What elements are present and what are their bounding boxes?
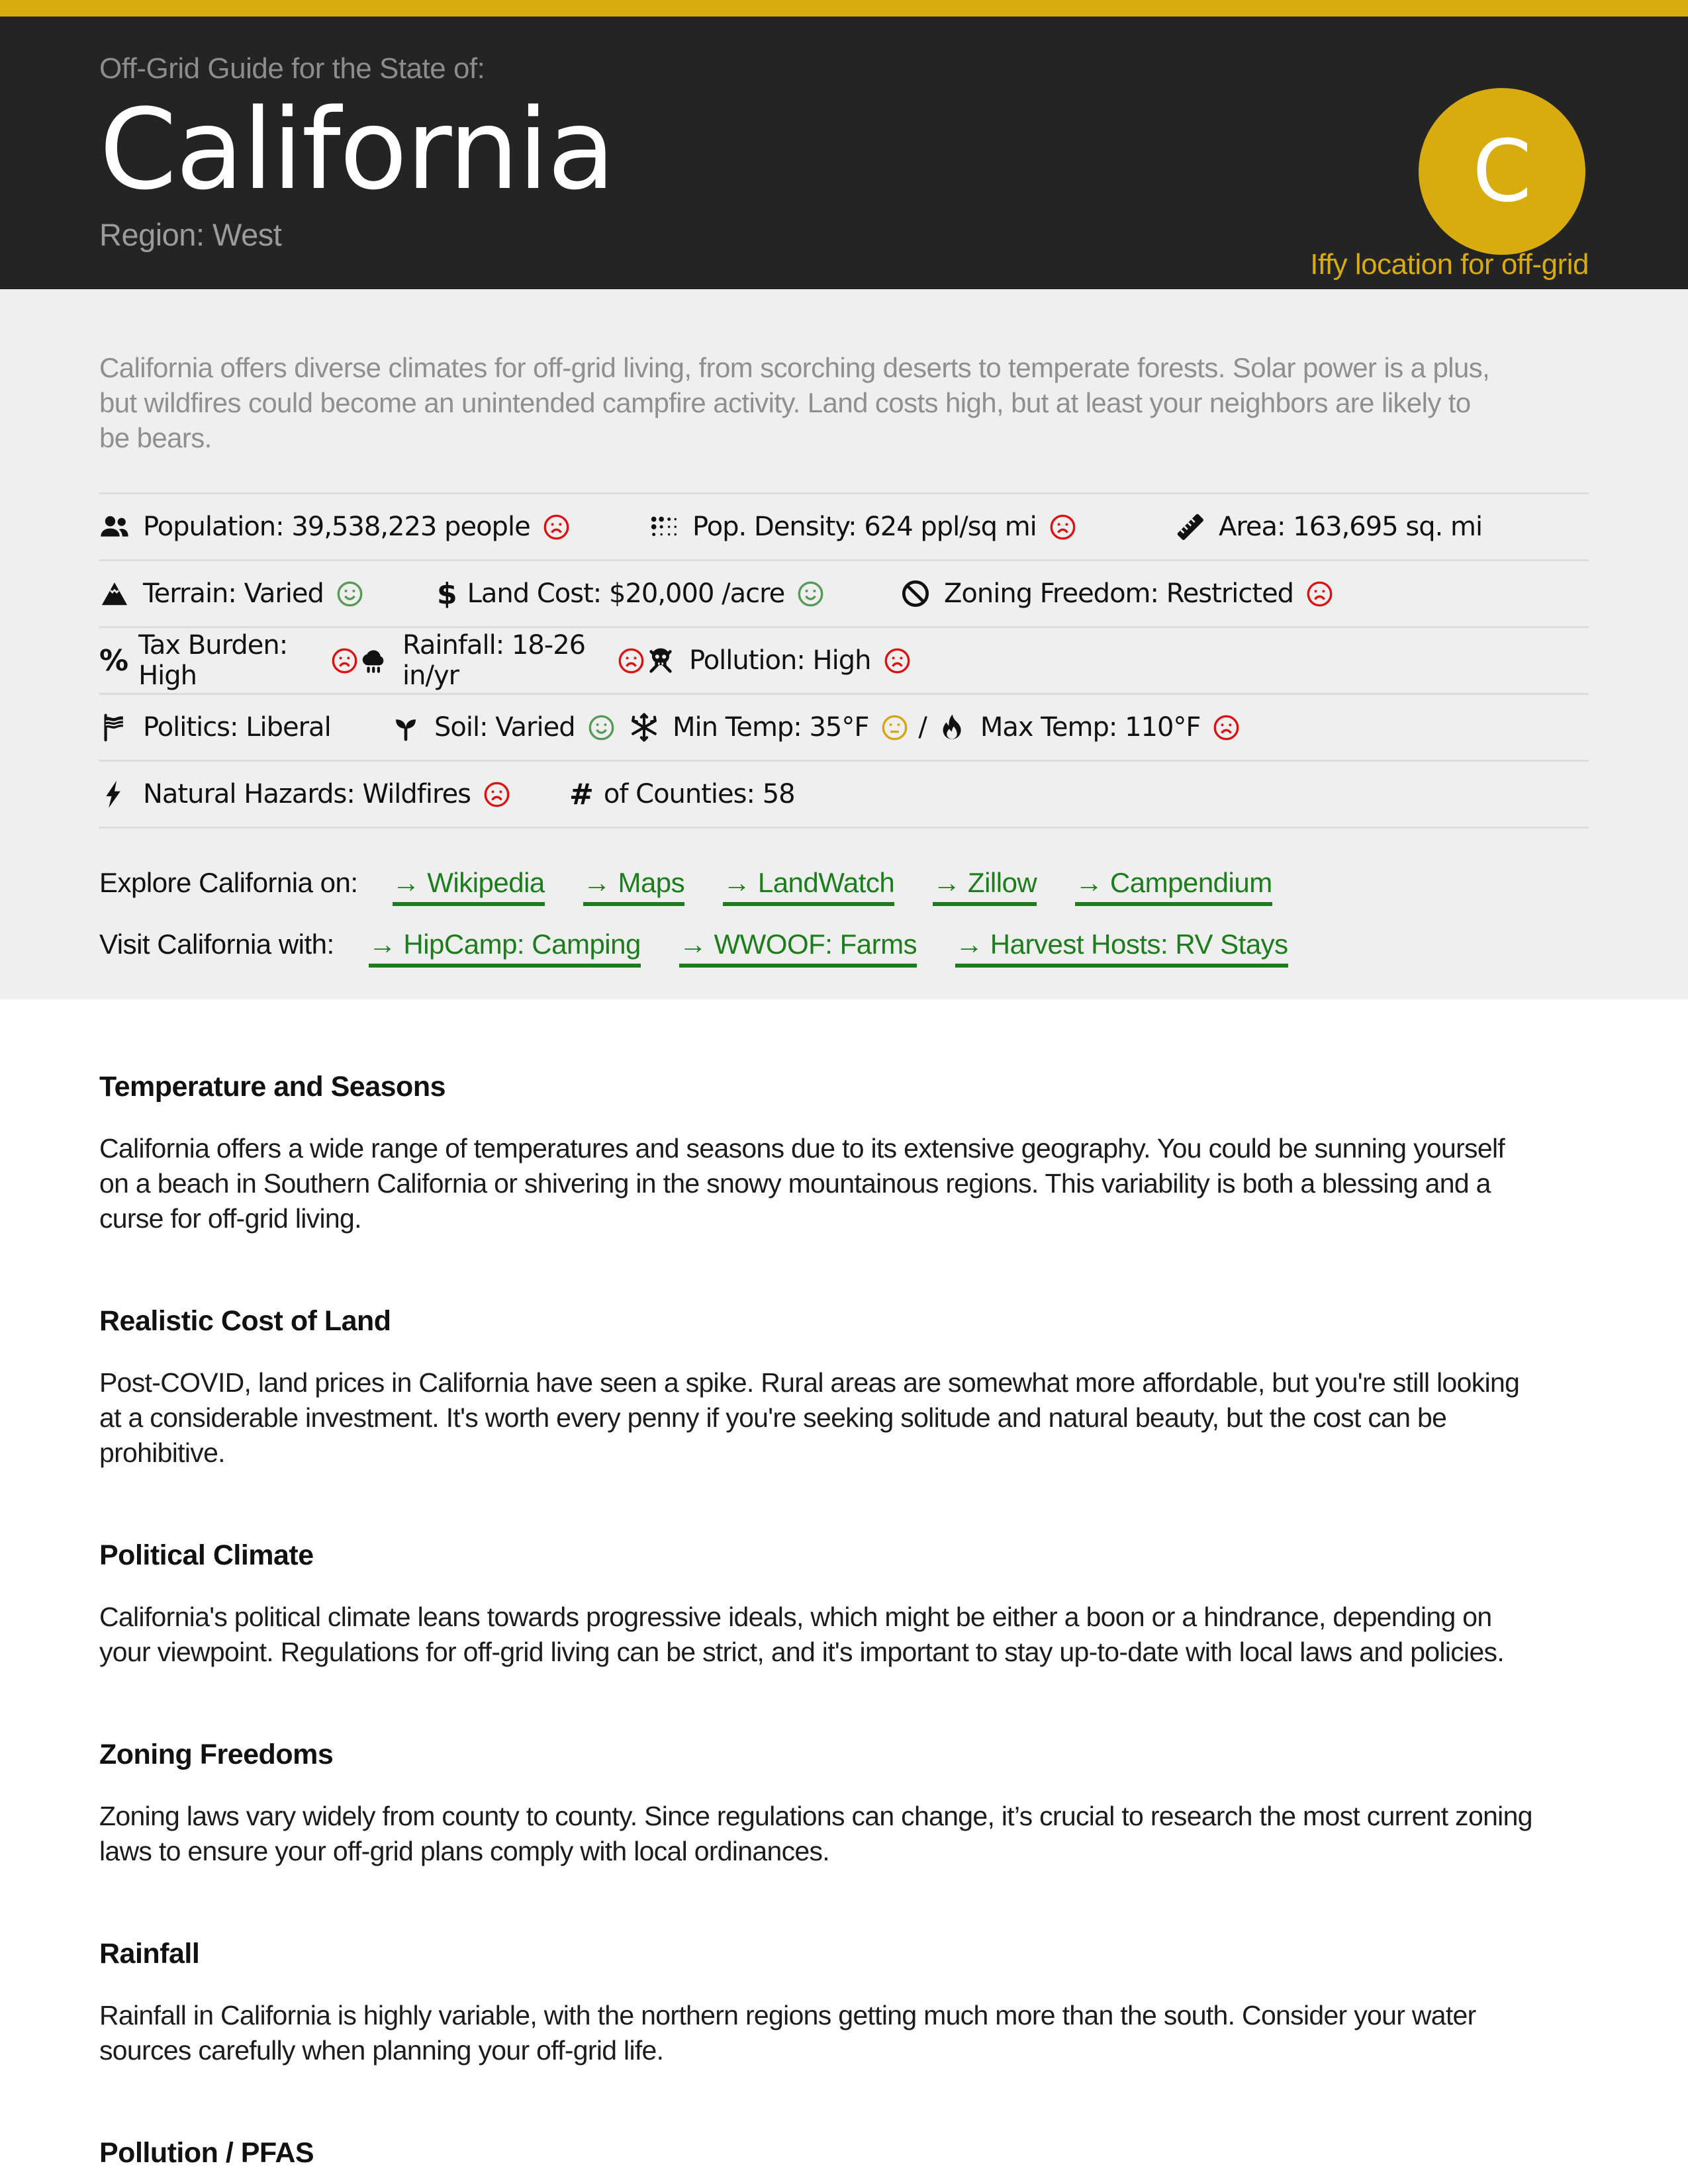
flag-icon <box>99 712 130 743</box>
stat-pollution <box>645 645 912 676</box>
sad-face-icon <box>1212 713 1241 742</box>
stat-label: Natural Hazards: Wildfires <box>143 779 471 809</box>
stat-label: Min Temp: 35°F <box>673 712 869 743</box>
sad-face-icon <box>617 647 645 675</box>
section-heading: Zoning Freedoms <box>99 1739 334 1770</box>
stat-soil <box>391 712 629 743</box>
section-paragraph: Zoning laws vary widely from county to county. Since regulations can change, it’s crucial to research the most current zoning laws to ensure your off-grid plans comply with local ordinances. <box>99 1801 1532 1866</box>
stats-row <box>99 760 1589 829</box>
link-maps[interactable]: → Maps <box>583 867 684 906</box>
link-wwoof[interactable]: → WWOOF: Farms <box>679 929 917 968</box>
stat-max-temp <box>937 712 1241 743</box>
state-summary: California offers diverse climates for off-grid living, from scorching deserts to temperate forests. Solar power is a plus, but wildfires could become an unintended campfire activity. Land costs high, but at least your neighbors are likely to be bears. <box>99 352 1490 453</box>
stat-label: Area: 163,695 sq. mi <box>1219 512 1483 542</box>
neutral-face-icon <box>880 713 909 742</box>
stat-label: Max Temp: 110°F <box>980 712 1201 743</box>
link-wikipedia[interactable]: → Wikipedia <box>393 867 545 906</box>
temp-separator: / <box>918 712 927 743</box>
page-title: California <box>99 85 614 214</box>
stat-population <box>99 512 649 542</box>
mountain-icon <box>99 578 130 609</box>
stat-label: Pollution: High <box>689 645 871 676</box>
explore-links-row <box>99 867 1589 906</box>
grade-letter: C <box>1472 122 1532 221</box>
stat-pop-density <box>649 512 1175 542</box>
sad-face-icon <box>542 513 571 541</box>
stat-label: Terrain: Varied <box>143 578 324 609</box>
seedling-icon <box>391 712 421 743</box>
section-political-climate <box>99 1539 1589 1670</box>
summary-band <box>0 289 1688 999</box>
header-kicker: Off-Grid Guide for the State of: <box>99 52 485 85</box>
stat-label: Pop. Density: 624 ppl/sq mi <box>692 512 1037 542</box>
happy-face-icon <box>587 713 616 742</box>
people-icon <box>99 512 130 542</box>
stat-min-temp <box>629 712 909 743</box>
page-header <box>0 17 1688 289</box>
article-body <box>0 999 1688 2169</box>
sad-face-icon <box>483 780 511 809</box>
explore-label: Explore California on: <box>99 867 358 898</box>
stat-tax-burden <box>99 630 359 691</box>
link-hipcamp[interactable]: → HipCamp: Camping <box>369 929 641 968</box>
stats-row <box>99 559 1589 626</box>
section-heading: Temperature and Seasons <box>99 1071 445 1103</box>
dollar-icon: $ <box>437 576 457 611</box>
no-sign-icon <box>900 578 931 609</box>
section-paragraph: California offers a wide range of temperatures and seasons due to its extensive geography. You could be sunning yourself on a beach in Southern California or shivering in the snowy mountainous regions. This variability is both a blessing and a curse for off-grid living. <box>99 1133 1505 1234</box>
stats-row <box>99 693 1589 760</box>
section-heading: Realistic Cost of Land <box>99 1305 391 1337</box>
section-paragraph: Post-COVID, land prices in California have seen a spike. Rural areas are somewhat more affordable, but you're still looking at a considerable investment. It's worth every penny if you're seeking solitude and natural beauty, but the cost can be prohibitive. <box>99 1367 1520 1468</box>
snowflake-icon <box>629 712 659 743</box>
stat-label: Zoning Freedom: Restricted <box>944 578 1294 609</box>
happy-face-icon <box>336 580 364 608</box>
stat-label: Soil: Varied <box>434 712 575 743</box>
stat-zoning-freedom <box>900 578 1334 609</box>
link-harvest-hosts[interactable]: → Harvest Hosts: RV Stays <box>955 929 1288 968</box>
stat-label: of Counties: 58 <box>603 779 795 809</box>
stat-label: Tax Burden: High <box>138 630 288 691</box>
stat-terrain <box>99 578 437 609</box>
section-heading: Rainfall <box>99 1938 200 1970</box>
link-zillow[interactable]: → Zillow <box>933 867 1037 906</box>
visit-links-row <box>99 929 1589 968</box>
stat-label: Rainfall: 18-26 in/yr <box>402 630 586 691</box>
section-temperature <box>99 1071 1589 1236</box>
section-cost-of-land <box>99 1305 1589 1471</box>
section-paragraph: California's political climate leans towards progressive ideals, which might be either a boon or a hindrance, depending on your viewpoint. Regulations for off-grid living can be strict, and it's important to stay up-to-date with local laws and policies. <box>99 1602 1505 1667</box>
section-rainfall <box>99 1938 1589 2068</box>
stat-politics <box>99 712 391 743</box>
sad-face-icon <box>330 647 359 675</box>
lightning-icon <box>99 779 130 809</box>
rain-cloud-icon <box>359 645 389 676</box>
stats-table <box>99 492 1589 829</box>
visit-label: Visit California with: <box>99 929 334 960</box>
stats-row <box>99 492 1589 559</box>
sad-face-icon <box>883 647 912 675</box>
top-accent-bar <box>0 0 1688 17</box>
grade-badge <box>1419 88 1585 255</box>
grade-caption: Iffy location for off-grid <box>1310 248 1589 281</box>
fire-icon <box>937 712 967 743</box>
stat-counties <box>569 778 795 811</box>
region-subtitle: Region: West <box>99 217 282 252</box>
stats-row <box>99 626 1589 693</box>
percent-icon: % <box>99 643 128 678</box>
section-heading: Pollution / PFAS <box>99 2137 314 2169</box>
stat-label: Population: 39,538,223 people <box>143 512 530 542</box>
stat-land-cost <box>437 577 900 611</box>
stat-label: Politics: Liberal <box>143 712 331 743</box>
section-heading: Political Climate <box>99 1539 314 1571</box>
link-campendium[interactable]: → Campendium <box>1075 867 1272 906</box>
sad-face-icon <box>1305 580 1334 608</box>
stat-natural-hazards <box>99 779 569 809</box>
hash-icon: # <box>569 777 593 811</box>
section-pollution-pfas <box>99 2137 1589 2169</box>
resource-links <box>99 867 1589 968</box>
section-zoning-freedoms <box>99 1739 1589 1869</box>
density-icon <box>649 512 679 542</box>
section-paragraph: Rainfall in California is highly variable, with the northern regions getting much more than the south. Consider your water sources carefully when planning your off-grid life. <box>99 2000 1476 2066</box>
happy-face-icon <box>796 580 825 608</box>
link-landwatch[interactable]: → LandWatch <box>723 867 894 906</box>
stat-label: Land Cost: $20,000 /acre <box>467 578 785 609</box>
ruler-icon <box>1175 512 1205 542</box>
sad-face-icon <box>1049 513 1077 541</box>
stat-area <box>1175 512 1482 542</box>
stat-rainfall <box>359 630 645 691</box>
skull-icon <box>645 645 676 676</box>
